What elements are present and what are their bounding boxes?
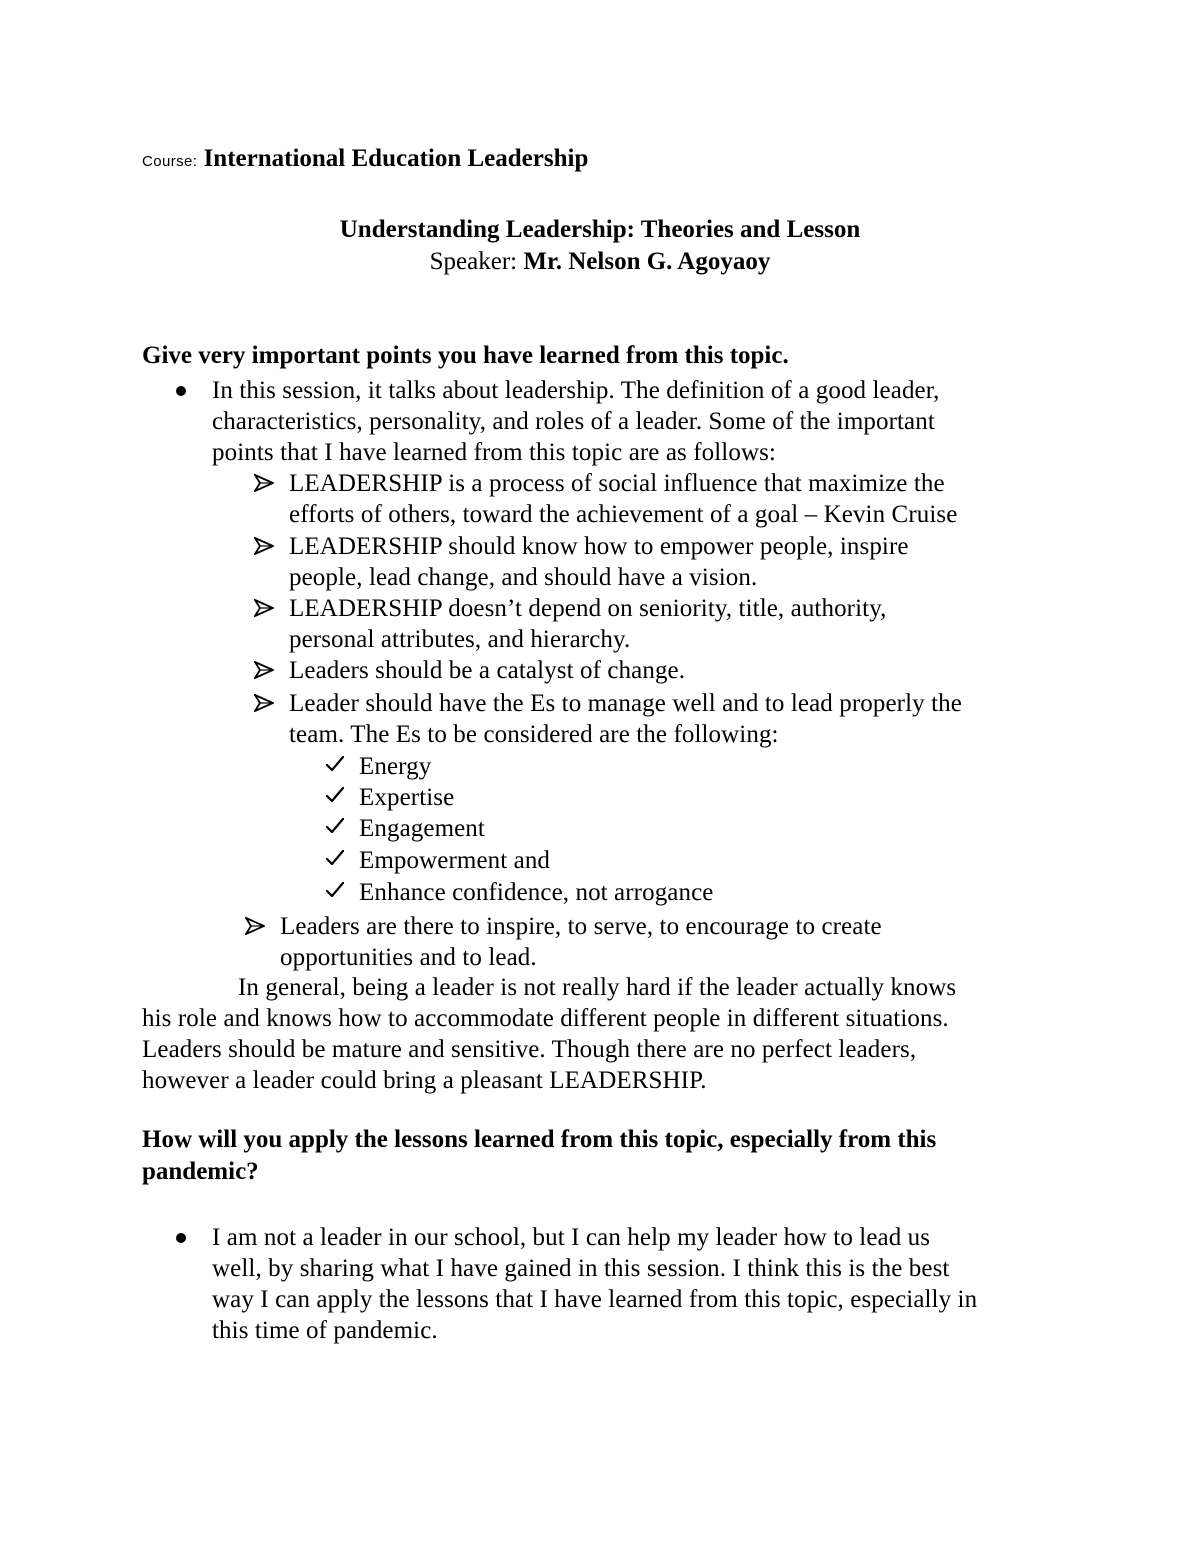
arrow-bullet-icon — [254, 599, 274, 617]
section-2-bullet-line: I am not a leader in our school, but I can help my leader how to lead us — [212, 1224, 931, 1251]
bullet-icon — [176, 386, 186, 396]
point-line: LEADERSHIP doesn’t depend on seniority, title, authority, — [289, 595, 887, 622]
speaker-line — [0, 248, 1200, 276]
arrow-bullet-icon — [254, 474, 274, 492]
course-name: International Education Leadership — [203, 145, 589, 172]
conclusion-line: however a leader could bring a pleasant LEADERSHIP. — [142, 1067, 707, 1094]
course-line — [142, 143, 588, 177]
arrow-bullet-icon — [245, 917, 265, 935]
document-title: Understanding Leadership: Theories and Lesson — [339, 216, 861, 243]
conclusion-line: Leaders should be mature and sensitive. Though there are no perfect leaders, — [142, 1036, 917, 1063]
es-item: Energy — [359, 753, 432, 780]
section-1-bullet-line: In this session, it talks about leadership. The definition of a good leader, — [212, 377, 940, 404]
conclusion-line: his role and knows how to accommodate different people in different situations. — [142, 1005, 949, 1032]
point-line: opportunities and to lead. — [280, 944, 537, 971]
speaker-label: Speaker: — [429, 248, 518, 275]
point-line: LEADERSHIP is a process of social influence that maximize the — [289, 470, 945, 497]
es-item: Expertise — [359, 784, 455, 811]
point-line: personal attributes, and hierarchy. — [289, 626, 631, 653]
conclusion-line: In general, being a leader is not really hard if the leader actually knows — [238, 974, 957, 1001]
point-line: Leaders should be a catalyst of change. — [289, 657, 686, 684]
section-2-bullet-line: this time of pandemic. — [212, 1317, 438, 1344]
checkmark-icon — [326, 850, 344, 866]
es-item: Engagement — [359, 815, 485, 842]
section-2-heading: pandemic? — [142, 1158, 259, 1185]
section-1-bullet-line: points that I have learned from this topic are as follows: — [212, 439, 776, 466]
point-line: team. The Es to be considered are the following: — [289, 721, 779, 748]
checkmark-icon — [326, 818, 344, 834]
point-line: Leaders are there to inspire, to serve, to encourage to create — [280, 913, 882, 940]
checkmark-icon — [326, 882, 344, 898]
point-line: people, lead change, and should have a vision. — [289, 564, 758, 591]
checkmark-icon — [326, 756, 344, 772]
section-2-bullet-line: way I can apply the lessons that I have learned from this topic, especially in — [212, 1286, 978, 1313]
section-2-bullet-line: well, by sharing what I have gained in this session. I think this is the best — [212, 1255, 950, 1282]
arrow-bullet-icon — [254, 537, 274, 555]
arrow-bullet-icon — [254, 661, 274, 679]
point-line: LEADERSHIP should know how to empower people, inspire — [289, 533, 909, 560]
bullet-icon — [176, 1233, 186, 1243]
arrow-bullet-icon — [254, 694, 274, 712]
section-1-heading: Give very important points you have learned from this topic. — [142, 342, 789, 369]
es-item: Enhance confidence, not arrogance — [359, 879, 714, 906]
section-2-heading: How will you apply the lessons learned from this topic, especially from this — [142, 1126, 937, 1153]
speaker-name: Mr. Nelson G. Agoyaoy — [523, 248, 771, 275]
course-label: Course: — [142, 153, 198, 170]
checkmark-icon — [326, 787, 344, 803]
section-1-bullet-line: characteristics, personality, and roles of a leader. Some of the important — [212, 408, 935, 435]
point-line: efforts of others, toward the achievement of a goal – Kevin Cruise — [289, 501, 958, 528]
es-item: Empowerment and — [359, 847, 551, 874]
point-line: Leader should have the Es to manage well and to lead properly the — [289, 690, 962, 717]
